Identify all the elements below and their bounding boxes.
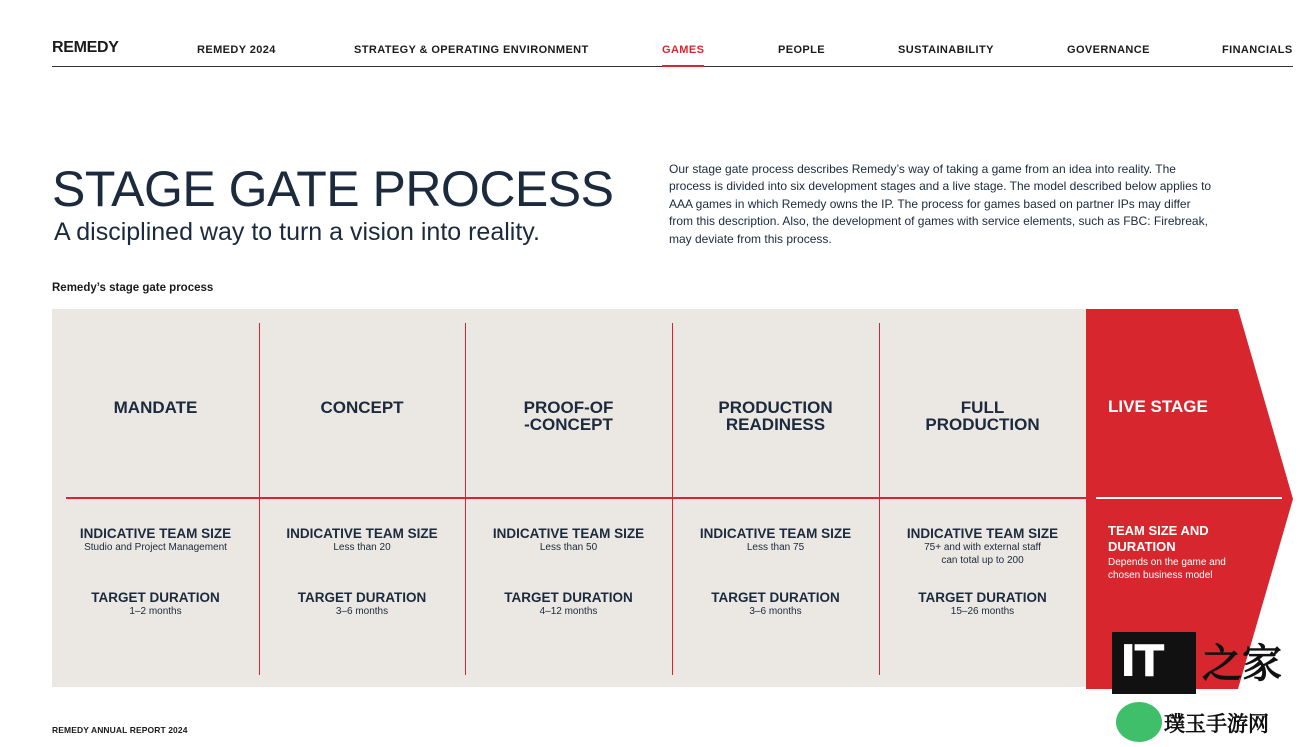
watermark-text: 璞玉手游网	[1164, 713, 1269, 736]
duration-label: TARGET DURATION	[91, 590, 220, 605]
team-size-value: Less than 50	[539, 542, 598, 553]
stage-proof-of-concept	[465, 309, 672, 687]
nav-games[interactable]: GAMES	[662, 44, 705, 56]
stage-mandate	[52, 309, 259, 687]
stage-name: MANDATE	[113, 398, 198, 417]
team-size-value: Less than 75	[746, 542, 805, 553]
team-size-label: INDICATIVE TEAM SIZE	[492, 526, 645, 541]
duration-label: TARGET DURATION	[504, 590, 633, 605]
remedy-logo[interactable]: REMEDY	[52, 39, 119, 56]
watermark-mark: 之家	[1202, 642, 1282, 686]
team-size-duration-label: TEAM SIZE AND DURATION	[1108, 523, 1209, 554]
watermark-it-text: IT	[1120, 636, 1163, 687]
nav-remedy-2024[interactable]: REMEDY 2024	[197, 44, 276, 56]
stage-name: LIVE STAGE	[1108, 397, 1208, 416]
team-size-label: INDICATIVE TEAM SIZE	[79, 526, 232, 541]
team-size-value: Less than 20	[333, 542, 391, 553]
duration-value: 3–6 months	[749, 606, 802, 617]
nav-sustainability[interactable]: SUSTAINABILITY	[898, 44, 994, 56]
watermark-logo-icon	[1114, 700, 1164, 744]
footer-report-title: REMEDY ANNUAL REPORT 2024	[52, 725, 188, 735]
duration-label: TARGET DURATION	[711, 590, 840, 605]
duration-label: TARGET DURATION	[918, 590, 1047, 605]
duration-value: 3–6 months	[335, 606, 389, 617]
stage-production-readiness	[672, 309, 879, 687]
top-navigation	[52, 36, 1293, 67]
duration-value: 15–26 months	[950, 606, 1015, 617]
page-subtitle: A disciplined way to turn a vision into reality.	[54, 218, 540, 246]
team-size-duration-value: Depends on the game and chosen business model	[1108, 557, 1226, 581]
page-title: STAGE GATE PROCESS	[52, 161, 614, 217]
team-size-label: INDICATIVE TEAM SIZE	[286, 526, 438, 541]
team-size-value: Studio and Project Management	[84, 542, 227, 553]
nav-strategy[interactable]: STRATEGY & OPERATING ENVIRONMENT	[354, 44, 589, 56]
gate-divider-line	[1096, 497, 1282, 499]
stage-name: FULL PRODUCTION	[925, 398, 1040, 434]
stage-name: PRODUCTION READINESS	[718, 398, 833, 434]
nav-financials[interactable]: FINANCIALS	[1222, 44, 1293, 56]
intro-paragraph: Our stage gate process describes Remedy’s way of taking a game from an idea into reality. The process is divided into six development stages and a live stage. The model described below applies to AAA games in which Remedy owns the IP. The process for games based on partner IPs may differ from this description. Also, the development of games with service elements, such as FBC: Firebreak, may deviate from this process.	[669, 162, 1212, 246]
duration-label: TARGET DURATION	[297, 590, 427, 605]
team-size-label: INDICATIVE TEAM SIZE	[699, 526, 852, 541]
team-size-value: 75+ and with external staff can total up to 200	[924, 542, 1041, 566]
nav-people[interactable]: PEOPLE	[778, 44, 826, 56]
stage-name: CONCEPT	[320, 398, 404, 417]
stage-gate-diagram	[52, 309, 1087, 687]
diagram-caption: Remedy’s stage gate process	[52, 282, 214, 294]
stage-name: PROOF-OF -CONCEPT	[523, 398, 614, 434]
duration-value: 4–12 months	[539, 606, 598, 617]
stage-concept	[259, 309, 465, 687]
stage-full-production	[879, 309, 1086, 687]
nav-governance[interactable]: GOVERNANCE	[1067, 44, 1150, 56]
team-size-label: INDICATIVE TEAM SIZE	[906, 526, 1059, 541]
watermark-badge	[1112, 632, 1196, 694]
duration-value: 1–2 months	[129, 606, 182, 617]
